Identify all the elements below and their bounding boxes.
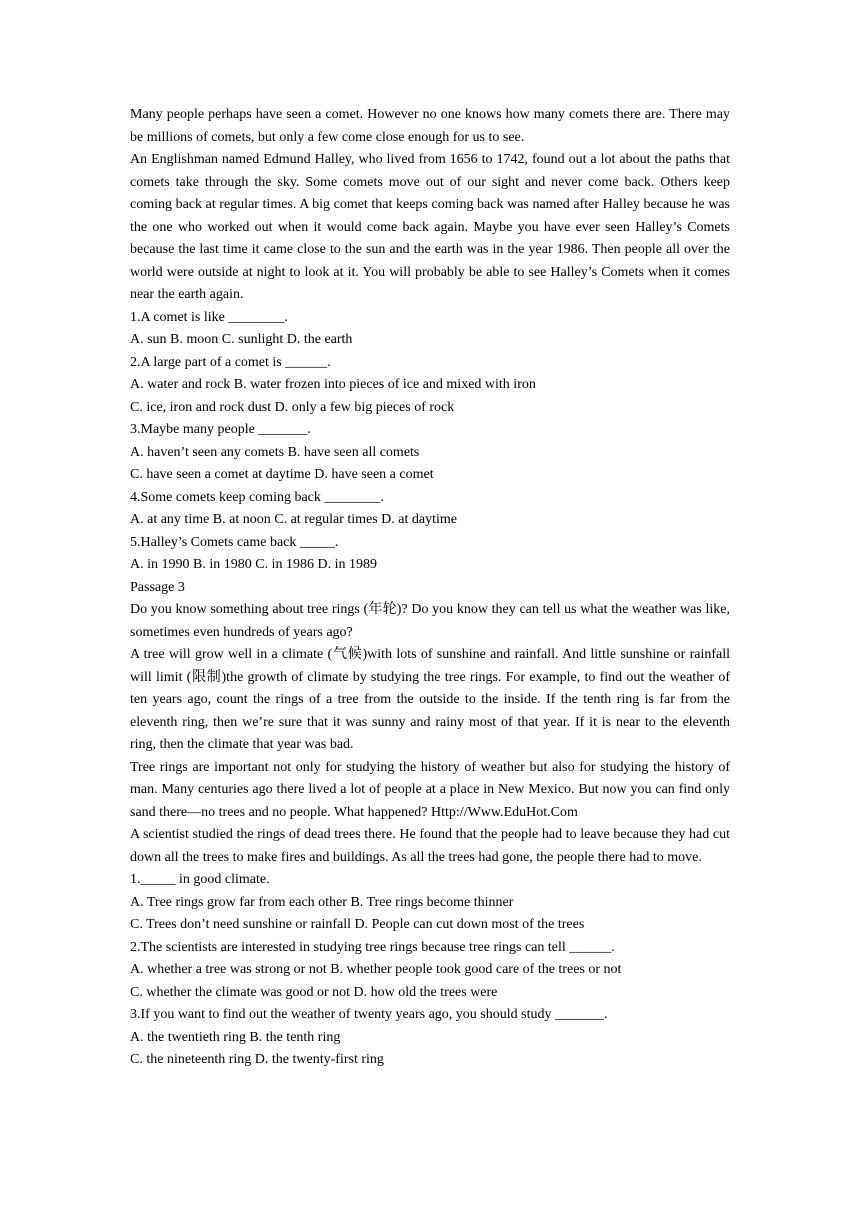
question-stem: 3.Maybe many people _______. xyxy=(130,422,311,437)
question-options: A. in 1990 B. in 1980 C. in 1986 D. in 1989 xyxy=(130,557,377,572)
question-stem: 2.The scientists are interested in studying tree rings because tree rings can tell ______. xyxy=(130,939,615,955)
question-stem: 2.A large part of a comet is ______. xyxy=(130,354,331,370)
question-stem: 1._____ in good climate. xyxy=(130,872,270,887)
question-options: A. water and rock B. water frozen into pieces of ice and mixed with iron xyxy=(130,377,536,392)
question-options: A. the twentieth ring B. the tenth ring xyxy=(130,1029,341,1045)
question-options: C. have seen a comet at daytime D. have seen a comet xyxy=(130,467,434,482)
question-options: C. the nineteenth ring D. the twenty-first ring xyxy=(130,1052,384,1067)
question-stem: 4.Some comets keep coming back ________. xyxy=(130,489,384,505)
passage3-paragraph-1: Do you know something about tree rings (年轮)? Do you know they can tell us what the weather was like, sometimes even hundreds of years ago? xyxy=(130,602,730,640)
passage-heading: Passage 3 xyxy=(130,579,185,595)
question-options: A. sun B. moon C. sunlight D. the earth xyxy=(130,332,353,347)
question-stem: 1.A comet is like ________. xyxy=(130,309,288,325)
question-options: A. haven’t seen any comets B. have seen all comets xyxy=(130,444,420,460)
question-options: A. Tree rings grow far from each other B. Tree rings become thinner xyxy=(130,894,514,910)
passage3-paragraph-3: Tree rings are important not only for studying the history of weather but also for studying the history of man. Many centuries ago there lived a lot of people at a place in New Mexico. But now you can find only sand there—no trees and no people. What happened? Http://Www.EduHot.Com xyxy=(130,759,730,820)
question-options: C. Trees don’t need sunshine or rainfall D. People can cut down most of the trees xyxy=(130,917,585,932)
question-stem: 5.Halley’s Comets came back _____. xyxy=(130,534,339,550)
question-options: A. at any time B. at noon C. at regular times D. at daytime xyxy=(130,512,457,527)
question-stem: 3.If you want to find out the weather of twenty years ago, you should study _______. xyxy=(130,1007,608,1022)
question-options: C. whether the climate was good or not D. how old the trees were xyxy=(130,984,498,1000)
passage3-paragraph-2: A tree will grow well in a climate (气候)with lots of sunshine and rainfall. And little sunshine or rainfall will limit (限制)the growth of climate by studying the tree rings. For example, to find out the weather of ten years ago, count the rings of a tree from the outside to the inside. If the tenth ring is far from the eleventh ring, then we’re sure that it was sunny and rainy most of that year. If it is near to the eleventh ring, then the climate that year was bad. xyxy=(130,647,730,752)
question-options: C. ice, iron and rock dust D. only a few big pieces of rock xyxy=(130,399,455,415)
passage2-paragraph-1: Many people perhaps have seen a comet. However no one knows how many comets there are. There may be millions of comets, but only a few come close enough for us to see. xyxy=(130,107,730,145)
passage2-paragraph-2: An Englishman named Edmund Halley, who lived from 1656 to 1742, found out a lot about the paths that comets take through the sky. Some comets move out of our sight and never come back. Others keep coming back at regular times. A big comet that keeps coming back was named after Halley because he was the one who worked out when it would come back again. Maybe you have ever seen Halley’s Comets because the last time it came close to the sun and the earth was in the year 1986. Then people all over the world were outside at night to look at it. You will probably be able to see Halley’s Comets when it comes near the earth again. xyxy=(130,152,730,302)
question-options: A. whether a tree was strong or not B. whether people took good care of the trees or not xyxy=(130,962,622,977)
passage3-paragraph-4: A scientist studied the rings of dead trees there. He found that the people had to leave because they had cut down all the trees to make fires and buildings. As all the trees had gone, the people there had to move. xyxy=(130,827,730,865)
document-page xyxy=(130,104,730,1072)
